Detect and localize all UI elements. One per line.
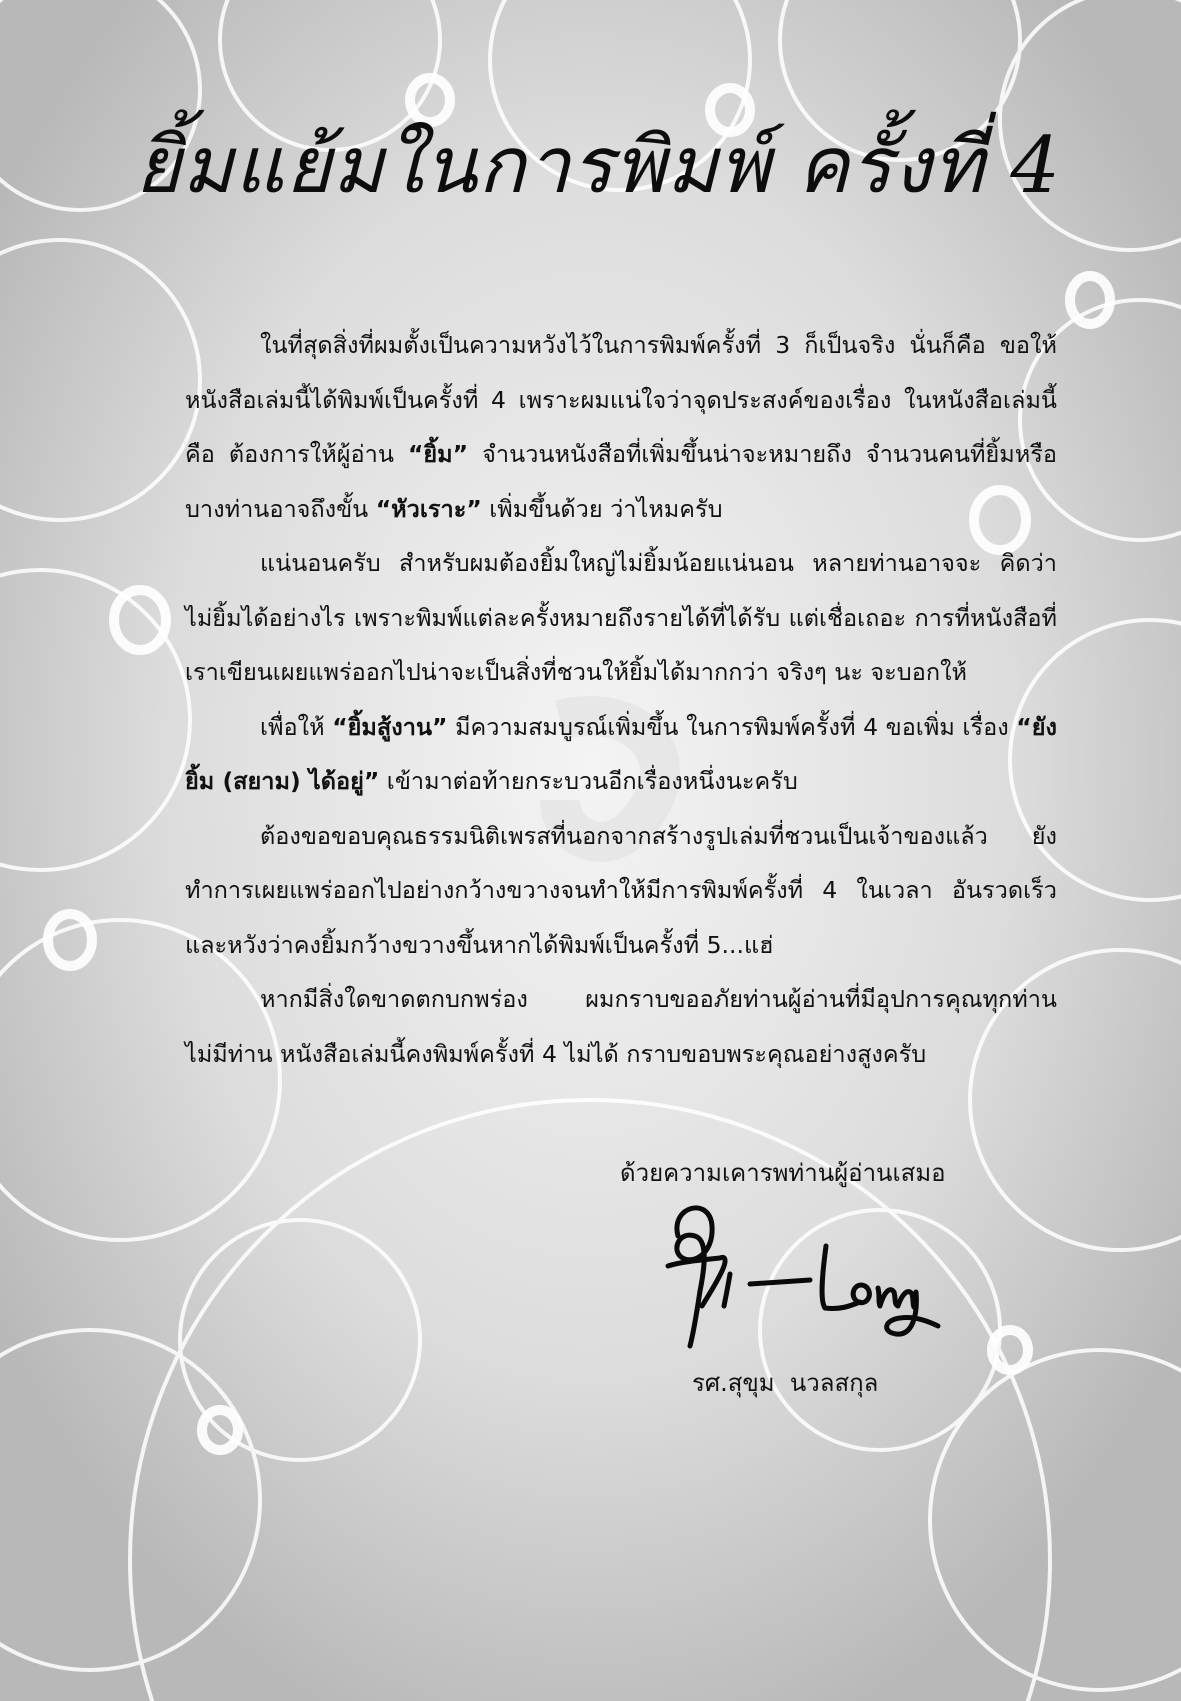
emphasis-text: “หัวเราะ”	[375, 494, 482, 523]
text-run: เพื่อให้	[260, 712, 333, 741]
text-run: ในที่สุดสิ่งที่ผมตั้งเป็นความหวังไว้ในการพิมพ์ครั้งที่ 3 ก็เป็นจริง นั่นก็คือ ขอให้หนังสือเล่มนี้ได้พิมพ์เป็นครั้งที่ 4 เพราะผมแน่ใจว่าจุดประสงค์ของเรื่อง ในหนังสือเล่มนี้คือ ต้องการให้ผู้อ่าน	[185, 331, 1057, 468]
handwritten-signature	[650, 1196, 950, 1356]
paragraph	[185, 318, 1057, 536]
emphasis-text: “ยิ้มสู้งาน”	[332, 712, 448, 741]
paragraph	[185, 809, 1057, 973]
text-run: ต้องขอขอบคุณธรรมนิติเพรสที่นอกจากสร้างรูปเล่มที่ชวนเป็นเจ้าของแล้ว ยังทำการเผยแพร่ออกไปอย่างกว้างขวางจนทำให้มีการพิมพ์ครั้งที่ 4 ในเวลา อันรวดเร็ว และหวังว่าคงยิ้มกว้างขวางขึ้นหากได้พิมพ์เป็นครั้งที่ 5...แฮ่	[185, 821, 1057, 959]
page-title: ยิ้มแย้มในการพิมพ์ ครั้งที่ 4	[135, 121, 1061, 211]
text-run: แน่นอนครับ สำหรับผมต้องยิ้มใหญ่ไม่ยิ้มน้อยแน่นอน หลายท่านอาจจะ คิดว่า ไม่ยิ้มได้อย่างไร เพราะพิมพ์แต่ละครั้งหมายถึงรายได้ที่ได้รับ แต่เชื่อเถอะ การที่หนังสือที่เราเขียนเผยแพร่ออกไปน่าจะเป็นสิ่งที่ชวนให้ยิ้มได้มากกว่า จริงๆ นะ จะบอกให้	[185, 549, 1057, 686]
letter-body	[185, 318, 1057, 1081]
closing-line: ด้วยความเคารพท่านผู้อ่านเสมอ	[620, 1159, 946, 1187]
emphasis-text: “ยังยิ้ม (สยาม) ได้อยู่”	[185, 712, 1057, 795]
text-run: มีความสมบูรณ์เพิ่มขึ้น ในการพิมพ์ครั้งที่ 4 ขอเพิ่ม เรื่อง	[447, 712, 1017, 741]
text-run: เพิ่มขึ้นด้วย ว่าไหมครับ	[481, 494, 723, 523]
text-run: เข้ามาต่อท้ายกระบวนอีกเรื่องหนึ่งนะครับ	[379, 767, 798, 795]
author-name: รศ.สุขุม นวลสกุล	[692, 1369, 879, 1397]
text-run: หากมีสิ่งใดขาดตกบกพร่อง ผมกราบขออภัยท่านผู้อ่านที่มีอุปการคุณทุกท่าน ไม่มีท่าน หนังสือเล่มนี้คงพิมพ์ครั้งที่ 4 ไม่ได้ กราบขอบพระคุณอย่างสูงครับ	[185, 985, 1057, 1068]
text-run: จำนวนหนังสือที่เพิ่มขึ้นน่าจะหมายถึง จำนวนคนที่ยิ้มหรือบางท่านอาจถึงขั้น	[185, 440, 1057, 523]
paragraph	[185, 536, 1057, 700]
emphasis-text: “ยิ้ม”	[407, 440, 469, 468]
paragraph	[185, 700, 1057, 809]
paragraph	[185, 972, 1057, 1081]
